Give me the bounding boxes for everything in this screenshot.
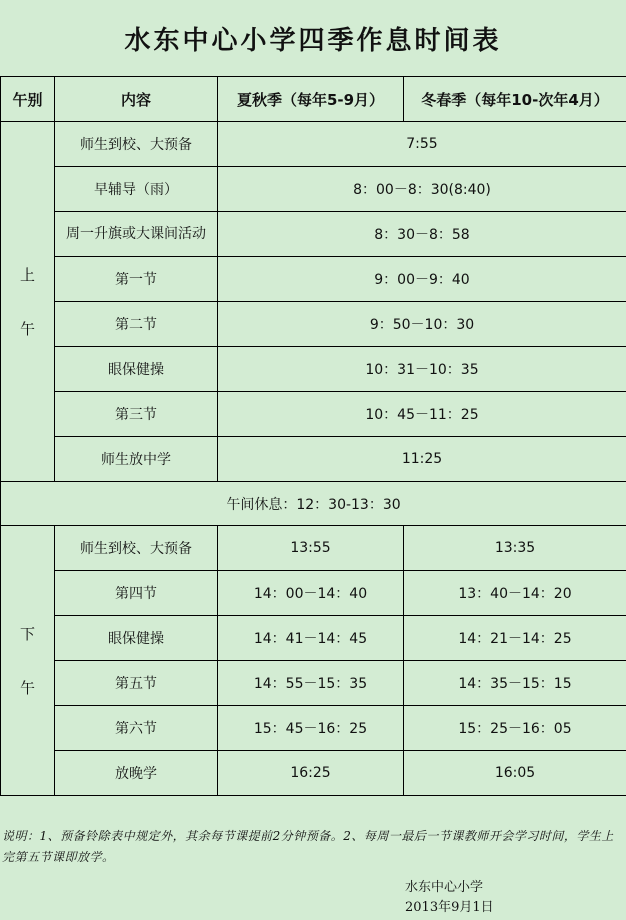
row-summer-time: 13:55 — [218, 526, 404, 571]
afternoon-label-bottom: 午 — [19, 678, 35, 697]
row-winter-time: 15：25－16：05 — [404, 706, 626, 751]
table-row — [1, 616, 626, 661]
row-time: 10：45－11：25 — [218, 392, 626, 437]
row-summer-time: 15：45－16：25 — [218, 706, 404, 751]
table-row — [1, 751, 626, 796]
row-winter-time: 13：40－14：20 — [404, 571, 626, 616]
table-row — [1, 571, 626, 616]
row-time: 8：30－8：58 — [218, 212, 626, 257]
table-row — [1, 661, 626, 706]
morning-label-bottom: 午 — [19, 319, 35, 338]
header-winter-spring: 冬春季（每年10-次年4月） — [404, 77, 626, 122]
row-summer-time: 14：00－14：40 — [218, 571, 404, 616]
table-row — [1, 526, 626, 571]
table-row — [1, 257, 626, 302]
row-time: 9：00－9：40 — [218, 257, 626, 302]
signature-block — [405, 878, 494, 918]
row-item: 师生到校、大预备 — [55, 122, 218, 167]
table-row — [1, 437, 626, 482]
row-item: 第二节 — [55, 302, 218, 347]
row-item: 第六节 — [55, 706, 218, 751]
row-item: 眼保健操 — [55, 616, 218, 661]
row-summer-time: 14：55－15：35 — [218, 661, 404, 706]
row-time: 10：31－10：35 — [218, 347, 626, 392]
noon-break: 午间休息：12：30-13：30 — [1, 482, 626, 526]
row-time: 11:25 — [218, 437, 626, 482]
row-time: 8：00－8：30(8:40) — [218, 167, 626, 212]
afternoon-label-cell — [1, 526, 55, 796]
row-summer-time: 14：41－14：45 — [218, 616, 404, 661]
row-item: 放晚学 — [55, 751, 218, 796]
row-item: 第三节 — [55, 392, 218, 437]
morning-label-top: 上 — [19, 265, 35, 284]
header-row — [1, 77, 626, 122]
row-item: 第一节 — [55, 257, 218, 302]
header-content: 内容 — [55, 77, 218, 122]
afternoon-label-top: 下 — [19, 624, 35, 643]
schedule-table — [0, 76, 626, 796]
row-time: 7:55 — [218, 122, 626, 167]
page-title: 水东中心小学四季作息时间表 — [124, 25, 502, 56]
table-row — [1, 347, 626, 392]
row-time: 9：50－10：30 — [218, 302, 626, 347]
footnote: 说明：1、预备铃除表中规定外，其余每节课提前2分钟预备。2、每周一最后一节课教师开会学习时间，学生上完第五节课即放学。 — [2, 829, 614, 864]
table-row — [1, 706, 626, 751]
row-item: 周一升旗或大课间活动 — [55, 212, 218, 257]
morning-label-cell — [1, 122, 55, 482]
header-summer-autumn: 夏秋季（每年5-9月） — [218, 77, 404, 122]
row-item: 第四节 — [55, 571, 218, 616]
table-row — [1, 122, 626, 167]
row-item: 眼保健操 — [55, 347, 218, 392]
table-row — [1, 302, 626, 347]
row-item: 师生到校、大预备 — [55, 526, 218, 571]
row-item: 早辅导（雨） — [55, 167, 218, 212]
row-item: 师生放中学 — [55, 437, 218, 482]
row-summer-time: 16:25 — [218, 751, 404, 796]
row-winter-time: 14：35－15：15 — [404, 661, 626, 706]
table-row — [1, 392, 626, 437]
row-winter-time: 16:05 — [404, 751, 626, 796]
table-row — [1, 167, 626, 212]
header-period: 午别 — [1, 77, 55, 122]
row-winter-time: 13:35 — [404, 526, 626, 571]
row-item: 第五节 — [55, 661, 218, 706]
signature-school: 水东中心小学 — [405, 880, 484, 895]
signature-date: 2013年9月1日 — [405, 900, 494, 915]
table-row — [1, 212, 626, 257]
noon-break-row — [1, 482, 626, 526]
row-winter-time: 14：21－14：25 — [404, 616, 626, 661]
